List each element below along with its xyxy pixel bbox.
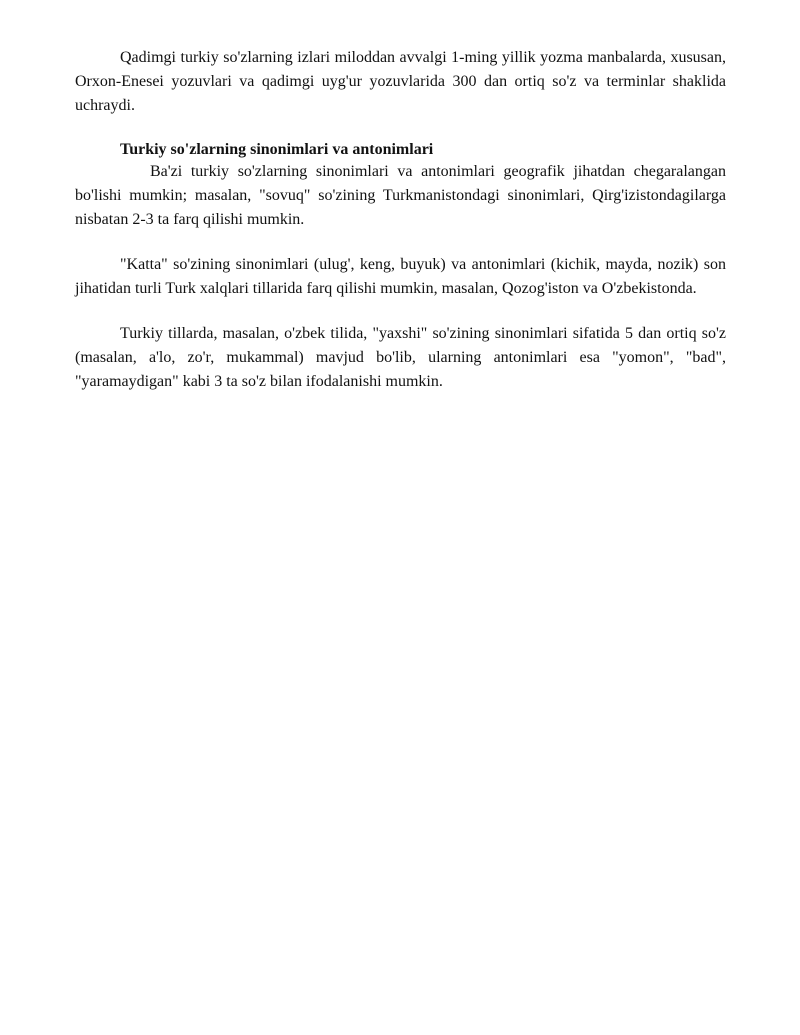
paragraph-yaxshi: Turkiy tillarda, masalan, o'zbek tilida, "yaxshi" so'zining sinonimlari sifatida 5 dan ortiq so'z (masalan, a'lo, zo'r, mukammal) mavjud bo'lib, ularning antonimlari esa "yomon", "bad", "yaramaydigan" kabi 3 ta so'z bilan ifodalanishi mumkin.	[75, 325, 726, 390]
paragraph-katta: "Katta" so'zining sinonimlari (ulug', keng, buyuk) va antonimlari (kichik, mayda, nozik) son jihatidan turli Turk xalqlari tillarida farq qilishi mumkin, masalan, Qozog'iston va O'zbekistonda.	[75, 256, 726, 297]
paragraph-intro: Qadimgi turkiy so'zlarning izlari miloddan avvalgi 1-ming yillik yozma manbalarda, xususan, Orxon-Enesei yozuvlari va qadimgi uyg'ur yozuvlarida 300 dan ortiq so'z va terminlar shaklida uchraydi.	[75, 49, 726, 114]
document-page	[75, 46, 726, 394]
paragraph-geography: Ba'zi turkiy so'zlarning sinonimlari va antonimlari geografik jihatdan chegaralangan bo'lishi mumkin; masalan, "sovuq" so'zining Turkmanistondagi sinonimlari, Qirg'izistondagilarga nisbatan 2-3 ta farq qilishi mumkin.	[75, 163, 726, 228]
section-heading: Turkiy so'zlarning sinonimlari va antonimlari	[120, 141, 434, 158]
